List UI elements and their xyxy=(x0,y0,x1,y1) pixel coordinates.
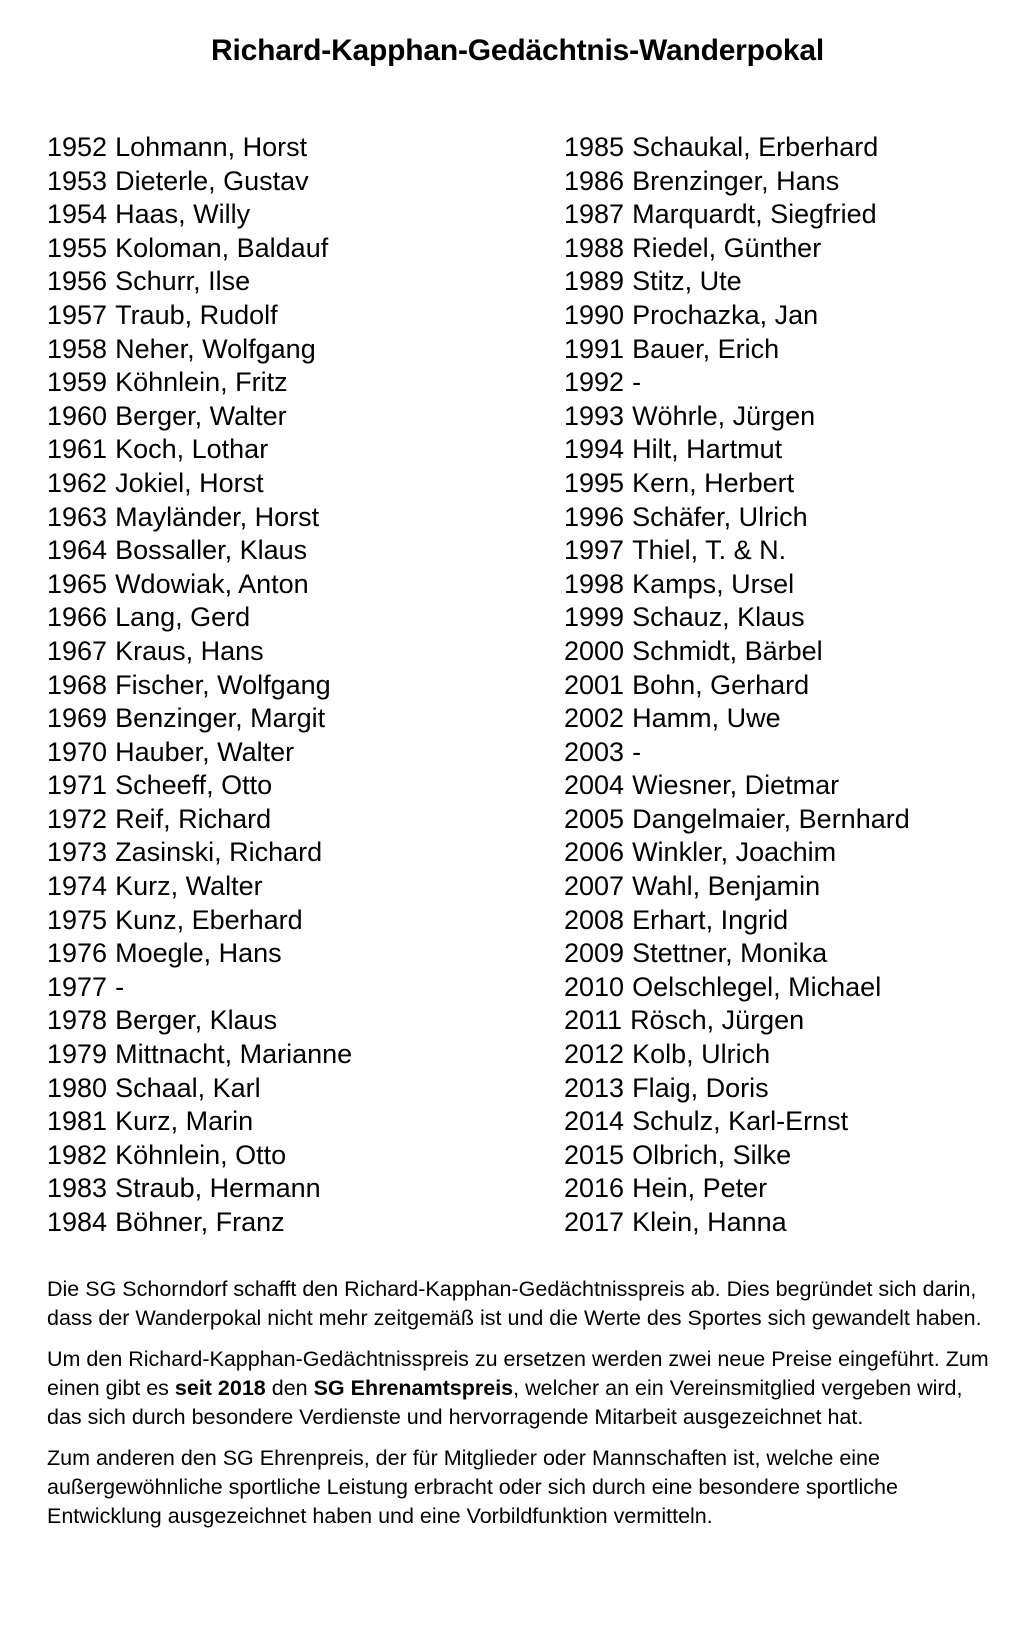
winner-name: Mittnacht, Marianne xyxy=(115,1039,353,1070)
winner-entry xyxy=(564,400,910,434)
winner-name: Thiel, T. & N. xyxy=(632,535,787,566)
winner-name: Lohmann, Horst xyxy=(115,132,308,162)
winner-name: Marquardt, Siegfried xyxy=(632,199,877,230)
winner-year: 1974 xyxy=(47,871,108,902)
winner-year: 2011 xyxy=(564,1005,623,1036)
winner-name: - xyxy=(115,971,125,1002)
winner-entry xyxy=(47,836,352,870)
winner-entry xyxy=(47,1105,352,1139)
winner-entry xyxy=(564,1172,910,1206)
winner-entry xyxy=(47,1139,352,1173)
winner-year: 1990 xyxy=(564,299,625,330)
winner-entry xyxy=(47,433,352,467)
winner-year: 1977 xyxy=(47,971,108,1002)
winner-year: 2017 xyxy=(564,1207,625,1237)
notes-section xyxy=(47,1275,1002,1543)
winner-name: Olbrich, Silke xyxy=(632,1139,792,1170)
winner-name: Rösch, Jürgen xyxy=(630,1005,805,1036)
winner-year: 1983 xyxy=(47,1173,108,1204)
winner-entry xyxy=(47,333,352,367)
winner-year: 1963 xyxy=(47,501,108,532)
winner-name: Lang, Gerd xyxy=(115,602,251,633)
winner-entry xyxy=(564,702,910,736)
winner-name: Benzinger, Margit xyxy=(115,703,326,734)
winner-name: Schurr, Ilse xyxy=(115,266,251,297)
winner-name: Scheeff, Otto xyxy=(115,770,273,801)
paragraph-new-prizes-text-2: den xyxy=(265,1376,314,1400)
winner-name: Flaig, Doris xyxy=(632,1072,769,1103)
winner-entry xyxy=(47,366,352,400)
winner-name: Zasinski, Richard xyxy=(115,837,323,868)
winner-year: 1994 xyxy=(564,434,625,465)
paragraph-ehrenpreis: Zum anderen den SG Ehrenpreis, der für Mitglieder oder Mannschaften ist, welche eine außergewöhnliche sportliche Leistung erbracht oder sich durch eine besondere sportliche Entwicklung ausgezeichnet haben und eine Vorbildfunktion vermitteln. xyxy=(47,1446,898,1528)
winner-name: Kern, Herbert xyxy=(632,467,795,498)
winner-name: Berger, Klaus xyxy=(115,1005,278,1036)
winner-entry xyxy=(564,1004,910,1038)
winner-entry xyxy=(47,568,352,602)
winner-entry xyxy=(47,769,352,803)
winner-entry xyxy=(47,400,352,434)
winner-entry xyxy=(47,165,352,199)
winner-year: 1991 xyxy=(564,333,625,364)
winner-name: Brenzinger, Hans xyxy=(632,165,840,196)
winner-entry xyxy=(47,937,352,971)
winner-name: Bohn, Gerhard xyxy=(632,669,810,700)
winner-year: 1995 xyxy=(564,467,625,498)
winner-entry xyxy=(47,232,352,266)
winner-entry xyxy=(47,870,352,904)
winner-name: Erhart, Ingrid xyxy=(632,904,789,935)
winner-entry xyxy=(564,635,910,669)
winner-name: Fischer, Wolfgang xyxy=(115,669,331,700)
winner-name: Moegle, Hans xyxy=(115,938,282,969)
winner-entry xyxy=(564,601,910,635)
winner-name: Wöhrle, Jürgen xyxy=(632,400,816,431)
winner-entry xyxy=(564,333,910,367)
winner-year: 1992 xyxy=(564,367,625,398)
winner-name: Wiesner, Dietmar xyxy=(632,770,840,801)
winner-year: 2002 xyxy=(564,703,625,734)
winner-year: 1996 xyxy=(564,501,625,532)
winner-entry xyxy=(564,232,910,266)
winner-entry xyxy=(47,803,352,837)
winner-name: Jokiel, Horst xyxy=(115,467,264,498)
winner-year: 1961 xyxy=(47,434,108,465)
winner-year: 1997 xyxy=(564,535,625,566)
winner-year: 1962 xyxy=(47,467,108,498)
winner-year: 1989 xyxy=(564,266,625,297)
page-title: Richard-Kapphan-Gedächtnis-Wanderpokal xyxy=(210,34,825,67)
since-2018-text: seit 2018 xyxy=(174,1376,266,1400)
winner-entry xyxy=(564,366,910,400)
winner-year: 2001 xyxy=(564,669,625,700)
winner-entry xyxy=(564,769,910,803)
winner-year: 1973 xyxy=(47,837,108,868)
winner-year: 1985 xyxy=(564,132,625,162)
winner-name: Dieterle, Gustav xyxy=(115,165,309,196)
winner-entry xyxy=(47,601,352,635)
winner-name: Kurz, Walter xyxy=(115,871,263,902)
winner-entry xyxy=(564,1139,910,1173)
winner-name: Hamm, Uwe xyxy=(632,703,781,734)
winner-name: Kurz, Marin xyxy=(115,1106,254,1137)
paragraph-abolition: Die SG Schorndorf schafft den Richard-Kapphan-Gedächtnisspreis ab. Dies begründet sich darin, dass der Wanderpokal nicht mehr zeitgemäß ist und die Werte des Sportes sich gewandelt haben. xyxy=(47,1277,982,1330)
winner-entry xyxy=(47,1206,352,1240)
winner-name: Koch, Lothar xyxy=(115,434,269,465)
winner-year: 1966 xyxy=(47,602,108,633)
winner-entry xyxy=(47,904,352,938)
winner-entry xyxy=(564,971,910,1005)
winner-name: Straub, Hermann xyxy=(115,1173,321,1204)
winner-year: 1975 xyxy=(47,904,108,935)
winner-name: Winkler, Joachim xyxy=(632,837,837,868)
winner-entry xyxy=(47,299,352,333)
winner-name: Hilt, Hartmut xyxy=(632,434,783,465)
winner-entry xyxy=(47,669,352,703)
winner-year: 1971 xyxy=(47,770,108,801)
winner-name: Stettner, Monika xyxy=(632,938,828,969)
ehrenamtspreis-text: SG Ehrenamtspreis xyxy=(313,1376,514,1400)
winner-entry xyxy=(47,534,352,568)
winner-year: 1953 xyxy=(47,165,108,196)
winner-name: Klein, Hanna xyxy=(632,1207,787,1237)
winner-name: Reif, Richard xyxy=(115,803,272,834)
winner-year: 1986 xyxy=(564,165,625,196)
winner-entry xyxy=(564,1038,910,1072)
winner-year: 2000 xyxy=(564,635,625,666)
winner-entry xyxy=(47,702,352,736)
paragraph-new-prizes xyxy=(47,1345,1002,1432)
winner-entry xyxy=(47,131,352,165)
winner-name: Schaal, Karl xyxy=(115,1072,261,1103)
winner-year: 1993 xyxy=(564,400,625,431)
winner-year: 1957 xyxy=(47,299,108,330)
winner-name: Schulz, Karl-Ernst xyxy=(632,1106,849,1137)
winner-name: Kunz, Eberhard xyxy=(115,904,303,935)
winner-entry xyxy=(47,635,352,669)
winner-entry xyxy=(564,1206,910,1240)
winner-entry xyxy=(564,904,910,938)
winner-year: 2003 xyxy=(564,736,625,767)
winner-year: 1980 xyxy=(47,1072,108,1103)
winner-entry xyxy=(564,165,910,199)
winner-entry xyxy=(564,501,910,535)
winner-name: Schmidt, Bärbel xyxy=(632,635,823,666)
winner-year: 1999 xyxy=(564,602,625,633)
winner-year: 1998 xyxy=(564,568,625,599)
winner-name: Köhnlein, Fritz xyxy=(115,367,288,398)
winner-year: 2014 xyxy=(564,1106,625,1137)
winner-entry xyxy=(47,736,352,770)
winner-entry xyxy=(47,1004,352,1038)
winner-entry xyxy=(564,433,910,467)
winner-name: Riedel, Günther xyxy=(632,232,822,263)
winner-year: 1960 xyxy=(47,400,108,431)
winner-year: 2004 xyxy=(564,770,625,801)
winner-year: 2008 xyxy=(564,904,625,935)
winner-entry xyxy=(47,198,352,232)
winner-name: Wdowiak, Anton xyxy=(115,568,309,599)
winner-entry xyxy=(564,1072,910,1106)
winner-entry xyxy=(564,937,910,971)
winner-year: 1981 xyxy=(47,1106,108,1137)
winner-name: Kamps, Ursel xyxy=(632,568,795,599)
winner-year: 2006 xyxy=(564,837,625,868)
winner-entry xyxy=(564,870,910,904)
winner-year: 1978 xyxy=(47,1005,108,1036)
winner-name: Bossaller, Klaus xyxy=(115,535,308,566)
winner-entry xyxy=(564,299,910,333)
winner-name: Wahl, Benjamin xyxy=(632,871,821,902)
winner-year: 2015 xyxy=(564,1139,625,1170)
winners-list-left xyxy=(47,131,352,1240)
winner-year: 2005 xyxy=(564,803,625,834)
winners-list-right xyxy=(564,131,910,1240)
winner-name: Prochazka, Jan xyxy=(632,299,819,330)
winner-entry xyxy=(564,265,910,299)
winner-entry xyxy=(564,836,910,870)
winner-entry xyxy=(47,265,352,299)
winner-year: 2012 xyxy=(564,1039,625,1070)
winner-entry xyxy=(564,198,910,232)
winner-year: 1967 xyxy=(47,635,108,666)
winner-year: 2010 xyxy=(564,971,625,1002)
winner-year: 1954 xyxy=(47,199,108,230)
winner-name: Hauber, Walter xyxy=(115,736,295,767)
winner-year: 1982 xyxy=(47,1139,108,1170)
winner-year: 2016 xyxy=(564,1173,625,1204)
winner-entry xyxy=(564,736,910,770)
winner-name: - xyxy=(632,367,642,398)
winner-year: 1964 xyxy=(47,535,108,566)
winner-entry xyxy=(564,568,910,602)
winner-entry xyxy=(564,669,910,703)
winner-year: 1969 xyxy=(47,703,108,734)
winner-year: 2009 xyxy=(564,938,625,969)
winner-year: 1958 xyxy=(47,333,108,364)
winner-entry xyxy=(47,501,352,535)
winner-name: Schaukal, Erberhard xyxy=(632,132,879,162)
winner-entry xyxy=(47,1072,352,1106)
winner-name: Böhner, Franz xyxy=(115,1207,285,1237)
winner-name: Dangelmaier, Bernhard xyxy=(632,803,910,834)
winner-name: Traub, Rudolf xyxy=(115,299,278,330)
winner-year: 1972 xyxy=(47,803,108,834)
winner-entry xyxy=(564,803,910,837)
winner-year: 2013 xyxy=(564,1072,625,1103)
winner-year: 1959 xyxy=(47,367,108,398)
winner-year: 1984 xyxy=(47,1207,108,1237)
winner-year: 1976 xyxy=(47,938,108,969)
winner-name: Haas, Willy xyxy=(115,199,251,230)
winner-year: 1970 xyxy=(47,736,108,767)
winner-name: Kolb, Ulrich xyxy=(632,1039,771,1070)
winner-name: Schauz, Klaus xyxy=(632,602,805,633)
winner-entry xyxy=(564,131,910,165)
winner-entry xyxy=(564,534,910,568)
winner-name: Köhnlein, Otto xyxy=(115,1139,287,1170)
winner-name: Kraus, Hans xyxy=(115,635,264,666)
winner-name: Berger, Walter xyxy=(115,400,287,431)
winner-name: Schäfer, Ulrich xyxy=(632,501,808,532)
winner-year: 1987 xyxy=(564,199,625,230)
winner-year: 1988 xyxy=(564,232,625,263)
winner-entry xyxy=(47,467,352,501)
winner-entry xyxy=(47,1038,352,1072)
winner-year: 1952 xyxy=(47,132,108,162)
winner-entry xyxy=(47,1172,352,1206)
winner-year: 1968 xyxy=(47,669,108,700)
winner-year: 1965 xyxy=(47,568,108,599)
winner-name: Koloman, Baldauf xyxy=(115,232,329,263)
winner-name: Stitz, Ute xyxy=(632,266,742,297)
winner-year: 1955 xyxy=(47,232,108,263)
winner-name: Bauer, Erich xyxy=(632,333,780,364)
winner-name: Oelschlegel, Michael xyxy=(632,971,882,1002)
winner-entry xyxy=(564,1105,910,1139)
winner-entry xyxy=(47,971,352,1005)
winner-name: Hein, Peter xyxy=(632,1173,768,1204)
winner-name: - xyxy=(632,736,642,767)
paragraph-new-prizes-text-1: Um den Richard-Kapphan-Gedächtnisspreis zu ersetzen werden zwei neue Preise eingeführt. Zum einen gibt es xyxy=(47,1347,989,1400)
winner-name: Mayländer, Horst xyxy=(115,501,320,532)
winner-year: 1979 xyxy=(47,1039,108,1070)
winner-entry xyxy=(564,467,910,501)
winner-year: 2007 xyxy=(564,871,625,902)
winner-year: 1956 xyxy=(47,266,108,297)
paragraph-new-prizes-text-3: , welcher an ein Vereinsmitglied vergeben wird, das sich durch besondere Verdienste und hervorragende Mitarbeit ausgezeichnet hat. xyxy=(47,1376,963,1429)
winner-name: Neher, Wolfgang xyxy=(115,333,316,364)
